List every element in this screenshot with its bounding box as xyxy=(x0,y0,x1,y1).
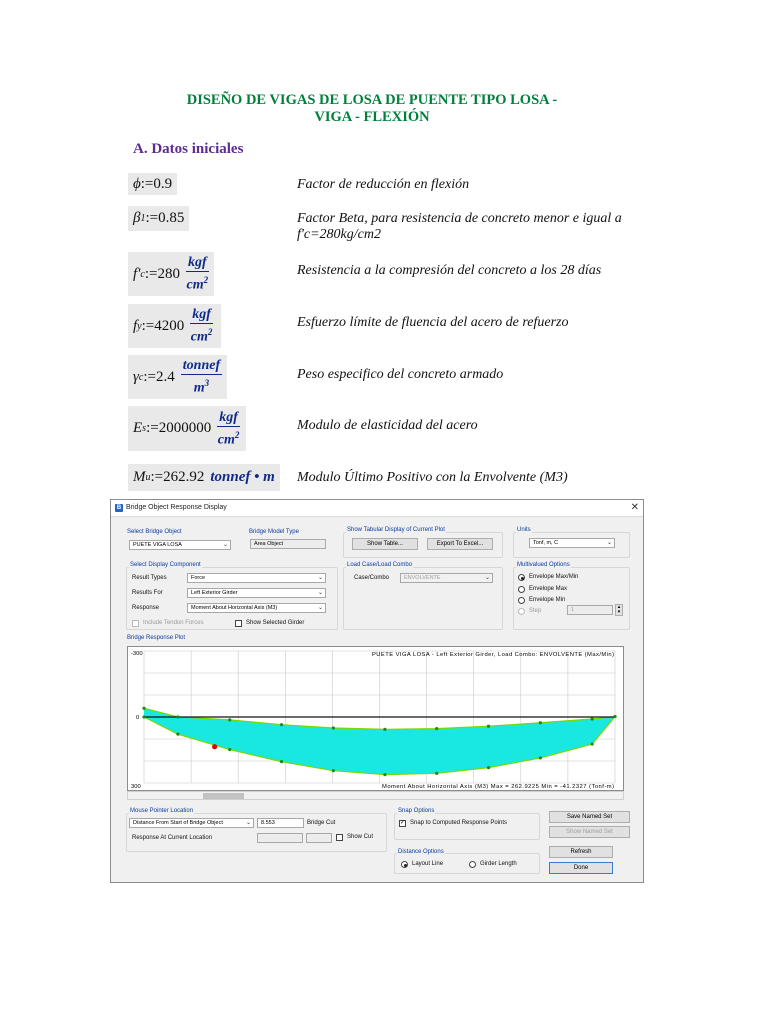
chevron-down-icon: ⌄ xyxy=(245,820,251,826)
eq-assign: := xyxy=(144,265,158,282)
bridge-cut-label: Bridge Cut xyxy=(307,820,336,826)
response-field xyxy=(257,833,303,843)
eq-assign: := xyxy=(150,469,164,485)
snap-points-label: Snap to Computed Response Points xyxy=(410,820,508,826)
girder-length-radio[interactable] xyxy=(469,861,476,868)
select-bridge-object-label: Select Bridge Object xyxy=(127,529,182,535)
param-description-6: Modulo Último Positivo con la Envolvente (M3) xyxy=(297,470,568,485)
case-combo-select[interactable]: ENVOLVENTE ⌄ xyxy=(400,573,493,583)
tabular-label: Show Tabular Display of Current Plot xyxy=(347,527,445,533)
show-table-button[interactable]: Show Table... xyxy=(352,538,418,550)
equation-4 xyxy=(128,355,227,399)
data-point xyxy=(487,725,490,728)
data-point xyxy=(142,715,145,718)
down-arrow-icon: ▾ xyxy=(617,609,621,615)
document-title xyxy=(0,92,744,126)
plot-header: PUETE VIGA LOSA - Left Exterior Girder, Load Combo: ENVOLVENTE (Max/Min) xyxy=(372,652,614,658)
data-point xyxy=(228,718,231,721)
param-description-0: Factor de reducción en flexión xyxy=(297,177,470,192)
data-point xyxy=(383,773,386,776)
data-point xyxy=(280,760,283,763)
envelope-max-label: Envelope Max xyxy=(529,586,568,592)
unit-denominator: $cm^2$ xyxy=(190,327,213,345)
show-cut-checkbox[interactable] xyxy=(336,834,343,841)
eq-value: 0.85 xyxy=(158,210,185,226)
plot-label: Bridge Response Plot xyxy=(127,635,186,641)
eq-unit-fraction xyxy=(181,357,222,397)
param-description-3: Esfuerzo límite de fluencia del acero de refuerzo xyxy=(297,315,569,330)
distance-select[interactable]: Distance From Start of Bridge Object ⌄ xyxy=(129,818,254,828)
show-selected-girder-label: Show Selected Girder xyxy=(246,620,305,626)
eq-assign: := xyxy=(141,317,155,334)
envelope-min-radio[interactable] xyxy=(518,597,525,604)
unit-numerator: kgf xyxy=(192,307,211,323)
eq-symbol: ϕ xyxy=(133,175,141,192)
refresh-button[interactable]: Refresh xyxy=(549,846,613,858)
eq-value: 2.4 xyxy=(156,368,175,385)
response-chart xyxy=(128,647,623,790)
param-description-2: Resistencia a la compresión del concreto a los 28 días xyxy=(297,263,602,278)
y-tick-top: -300 xyxy=(131,651,143,657)
chevron-down-icon: ⌄ xyxy=(317,575,323,581)
girder-length-label: Girder Length xyxy=(480,861,517,867)
scroll-thumb[interactable] xyxy=(203,793,244,799)
step-radio[interactable] xyxy=(518,608,525,615)
results-for-label: Results For xyxy=(132,590,163,596)
unit-denominator: $cm^2$ xyxy=(217,429,240,448)
units-select[interactable]: Tonf, m, C ⌄ xyxy=(529,538,615,548)
eq-value: 280 xyxy=(157,265,180,282)
case-combo-label: Case/Combo xyxy=(354,575,390,581)
equation-1 xyxy=(128,206,189,231)
eq-symbol: f xyxy=(133,317,138,334)
eq-unit-fraction xyxy=(217,409,240,449)
include-tendon-label: Include Tendon Forces xyxy=(143,620,204,626)
chevron-down-icon: ⌄ xyxy=(222,542,228,548)
equation-0 xyxy=(128,173,177,195)
eq-unit-fraction xyxy=(186,254,209,294)
eq-assign: := xyxy=(140,175,154,192)
app-icon: B xyxy=(116,505,122,511)
result-types-label: Result Types xyxy=(132,575,167,581)
mouse-pointer-label: Mouse Pointer Location xyxy=(130,808,194,814)
show-cut-label: Show Cut xyxy=(347,834,374,840)
load-case-label: Load Case/Load Combo xyxy=(347,562,413,568)
equation-3 xyxy=(128,304,221,348)
dialog-titlebar xyxy=(111,500,643,517)
eq-subscript: u xyxy=(145,472,151,483)
data-point xyxy=(591,717,594,720)
distance-field[interactable]: 8.553 xyxy=(257,818,304,828)
response-unit-field xyxy=(306,833,332,843)
close-icon[interactable]: ✕ xyxy=(630,502,639,513)
results-for-select[interactable]: Left Exterior Girder ⌄ xyxy=(187,588,326,598)
eq-subscript: y xyxy=(137,320,142,332)
eq-symbol: M xyxy=(133,469,146,485)
chevron-down-icon: ⌄ xyxy=(484,575,490,581)
unit-denominator: $m^3$ xyxy=(193,378,210,396)
snap-points-checkbox[interactable]: ✓ xyxy=(400,820,406,826)
plot-footer: Moment About Horizontal Axis (M3) Max = 262.9225 Min = -41.2327 (Tonf-m) xyxy=(382,784,614,790)
eq-subscript: c xyxy=(138,371,144,383)
chevron-down-icon: ⌄ xyxy=(317,605,323,611)
data-point xyxy=(332,769,335,772)
data-point xyxy=(435,727,438,730)
section-title: A. Datos iniciales xyxy=(133,141,244,157)
equation-5 xyxy=(128,406,246,451)
eq-symbol: E xyxy=(133,420,143,436)
data-point xyxy=(613,715,616,718)
eq-subscript: 1 xyxy=(140,213,146,224)
param-description-1: Factor Beta, para resistencia de concreto menor e igual a f'c=280kg/cm2 xyxy=(297,211,622,242)
layout-line-label: Layout Line xyxy=(412,861,444,867)
unit-numerator: kgf xyxy=(187,255,207,271)
data-point xyxy=(591,742,594,745)
layout-line-radio[interactable] xyxy=(401,861,408,868)
param-description-4: Peso especifico del concreto armado xyxy=(297,367,504,382)
include-tendon-checkbox[interactable] xyxy=(132,620,139,627)
show-selected-girder-checkbox[interactable] xyxy=(235,620,242,627)
equation-2 xyxy=(128,252,214,296)
done-button[interactable]: Done xyxy=(549,862,613,874)
eq-subscript: c xyxy=(140,268,145,280)
data-point xyxy=(228,748,231,751)
envelope-maxmin-label: Envelope Max/Min xyxy=(529,574,579,580)
export-excel-button[interactable]: Export To Excel... xyxy=(427,538,493,550)
response-select[interactable]: Moment About Horizontal Axis (M3) ⌄ xyxy=(187,603,326,613)
bridge-model-type-field: Area Object xyxy=(250,539,326,549)
dialog-title: Bridge Object Response Display xyxy=(126,504,227,511)
data-point xyxy=(539,721,542,724)
save-named-set-button[interactable]: Save Named Set xyxy=(549,811,630,823)
bridge-response-plot[interactable] xyxy=(127,646,624,791)
bridge-response-dialog xyxy=(110,499,644,883)
data-point xyxy=(383,728,386,731)
eq-assign: := xyxy=(146,420,159,436)
unit-denominator: $cm^2$ xyxy=(186,275,209,293)
eq-symbol: γ xyxy=(133,368,139,385)
show-named-set-button[interactable]: Show Named Set xyxy=(549,826,630,838)
snap-label: Snap Options xyxy=(398,808,435,814)
eq-symbol: f' xyxy=(133,265,141,282)
eq-value: 4200 xyxy=(154,317,185,334)
title-line-1: DISEÑO DE VIGAS DE LOSA DE PUENTE TIPO LOSA - xyxy=(186,92,558,108)
result-types-select[interactable]: Force ⌄ xyxy=(187,573,326,583)
y-tick-zero: 0 xyxy=(136,715,140,721)
data-point xyxy=(176,733,179,736)
envelope-maxmin-radio[interactable] xyxy=(518,574,525,581)
chevron-down-icon: ⌄ xyxy=(317,590,323,596)
data-point xyxy=(142,707,145,710)
eq-unit: tonnef • m xyxy=(210,469,275,485)
data-point xyxy=(539,756,542,759)
bridge-model-type-label: Bridge Model Type xyxy=(249,529,299,535)
data-point xyxy=(176,715,179,718)
title-line-2: VIGA - FLEXIÓN xyxy=(314,109,430,125)
distance-options-label: Distance Options xyxy=(398,849,444,855)
up-arrow-icon: ▴ xyxy=(617,604,621,610)
equation-6 xyxy=(128,464,280,491)
data-point xyxy=(487,766,490,769)
unit-numerator: kgf xyxy=(219,409,238,425)
eq-value: 262.92 xyxy=(163,469,205,485)
y-tick-bottom: 300 xyxy=(131,784,141,790)
unit-numerator: tonnef xyxy=(182,358,221,374)
cursor-point xyxy=(212,744,217,749)
step-spinner[interactable] xyxy=(615,604,623,616)
snap-group xyxy=(394,813,540,840)
eq-assign: := xyxy=(145,210,159,226)
response-label: Response xyxy=(132,605,160,611)
bridge-object-select[interactable]: PUETE VIGA LOSA ⌄ xyxy=(129,540,231,550)
step-label: Step xyxy=(529,608,542,614)
chevron-down-icon: ⌄ xyxy=(606,540,612,546)
plot-scrollbar[interactable] xyxy=(127,791,624,800)
eq-subscript: s xyxy=(142,423,147,434)
eq-assign: := xyxy=(143,368,157,385)
eq-value: 0.9 xyxy=(153,175,173,192)
eq-value: 2000000 xyxy=(158,420,212,436)
param-description-5: Modulo de elasticidad del acero xyxy=(297,418,478,433)
eq-symbol: β xyxy=(133,210,141,226)
units-label: Units xyxy=(517,527,531,533)
data-point xyxy=(332,726,335,729)
data-point xyxy=(280,723,283,726)
step-field[interactable]: 1 xyxy=(567,605,613,615)
envelope-min-label: Envelope Min xyxy=(529,597,566,603)
eq-unit-fraction xyxy=(190,306,213,346)
data-point xyxy=(435,772,438,775)
multivalued-label: Multivalued Options xyxy=(517,562,570,568)
display-component-label: Select Display Component xyxy=(130,562,201,568)
response-location-label: Response At Current Location xyxy=(132,835,213,841)
envelope-max-radio[interactable] xyxy=(518,586,525,593)
